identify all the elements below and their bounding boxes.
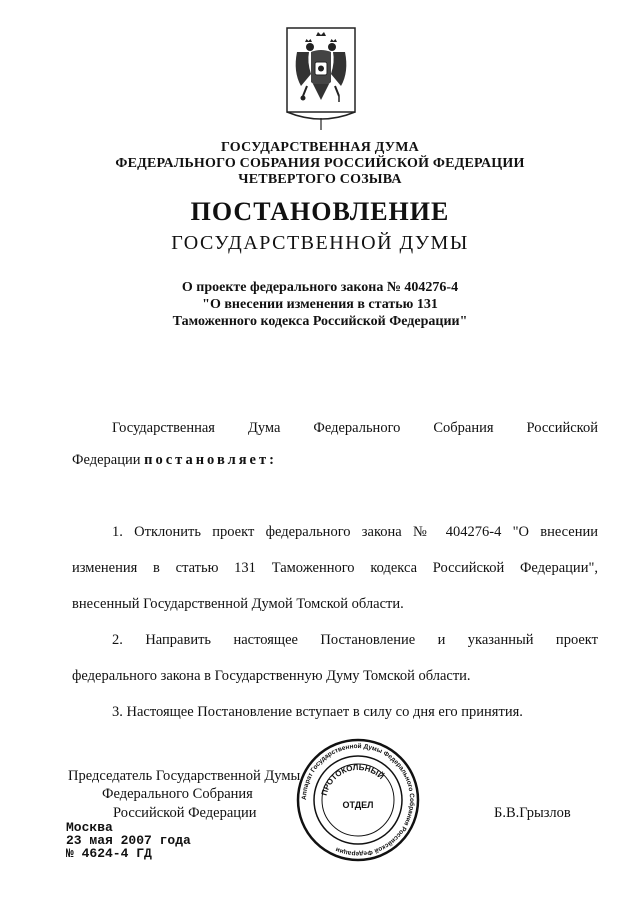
signature-line-3: Российской Федерации — [113, 805, 257, 821]
document-title: ПОСТАНОВЛЕНИЕ — [190, 197, 450, 226]
stamp-outer-text: Аппарат Государственной Думы Федерального Собрания Российской Федерации — [300, 742, 416, 858]
signature-line-1: Председатель Государственной Думы — [68, 768, 301, 784]
item-1-line-3: внесенный Государственной Думой Томской области. — [72, 596, 404, 612]
subject-line-2: "О внесении изменения в статью 131 — [202, 297, 438, 312]
footer-date: 23 мая 2007 года — [66, 833, 191, 848]
header-line-2: ФЕДЕРАЛЬНОГО СОБРАНИЯ РОССИЙСКОЙ ФЕДЕРАЦИИ — [115, 156, 525, 171]
document-subtitle: ГОСУДАРСТВЕННОЙ ДУМЫ — [171, 232, 469, 254]
preamble-line-1: Государственная Дума Федерального Собрания Российской — [112, 420, 598, 436]
footer-number: № 4624-4 ГД — [66, 846, 152, 861]
item-1-line-2: изменения в статью 131 Таможенного кодекса Российской Федерации", — [72, 560, 598, 576]
svg-text:ПРОТОКОЛЬНЫЙ — [320, 763, 386, 797]
subject-line-1: О проекте федерального закона № 404276-4 — [181, 280, 459, 295]
preamble-start: Федерации — [72, 452, 145, 468]
coat-of-arms — [283, 22, 359, 132]
item-2-line-1: 2. Направить настоящее Постановление и указанный проект — [112, 632, 598, 648]
stamp-center-text: ОТДЕЛ — [342, 800, 374, 810]
item-2-line-2: федерального закона в Государственную Думу Томской области. — [72, 668, 471, 684]
subject-line-3: Таможенного кодекса Российской Федерации" — [172, 314, 468, 329]
signatory-name: Б.В.Грызлов — [494, 805, 571, 821]
item-1-line-1: 1. Отклонить проект федерального закона № 404276-4 "О внесении — [112, 524, 598, 540]
header-line-3: ЧЕТВЕРТОГО СОЗЫВА — [238, 172, 402, 187]
header-line-1: ГОСУДАРСТВЕННАЯ ДУМА — [221, 140, 419, 155]
preamble-line-2 — [72, 452, 277, 469]
item-3-line-1: 3. Настоящее Постановление вступает в силу со дня его принятия. — [112, 704, 523, 720]
signature-line-2: Федерального Собрания — [102, 786, 253, 802]
russian-coat-of-arms-icon — [283, 22, 359, 132]
round-stamp-icon — [296, 738, 420, 862]
official-stamp — [296, 738, 420, 862]
footer-city: Москва — [66, 820, 113, 835]
stamp-top-text: ПРОТОКОЛЬНЫЙ — [319, 762, 386, 797]
decides-word: постановляет: — [144, 452, 277, 468]
